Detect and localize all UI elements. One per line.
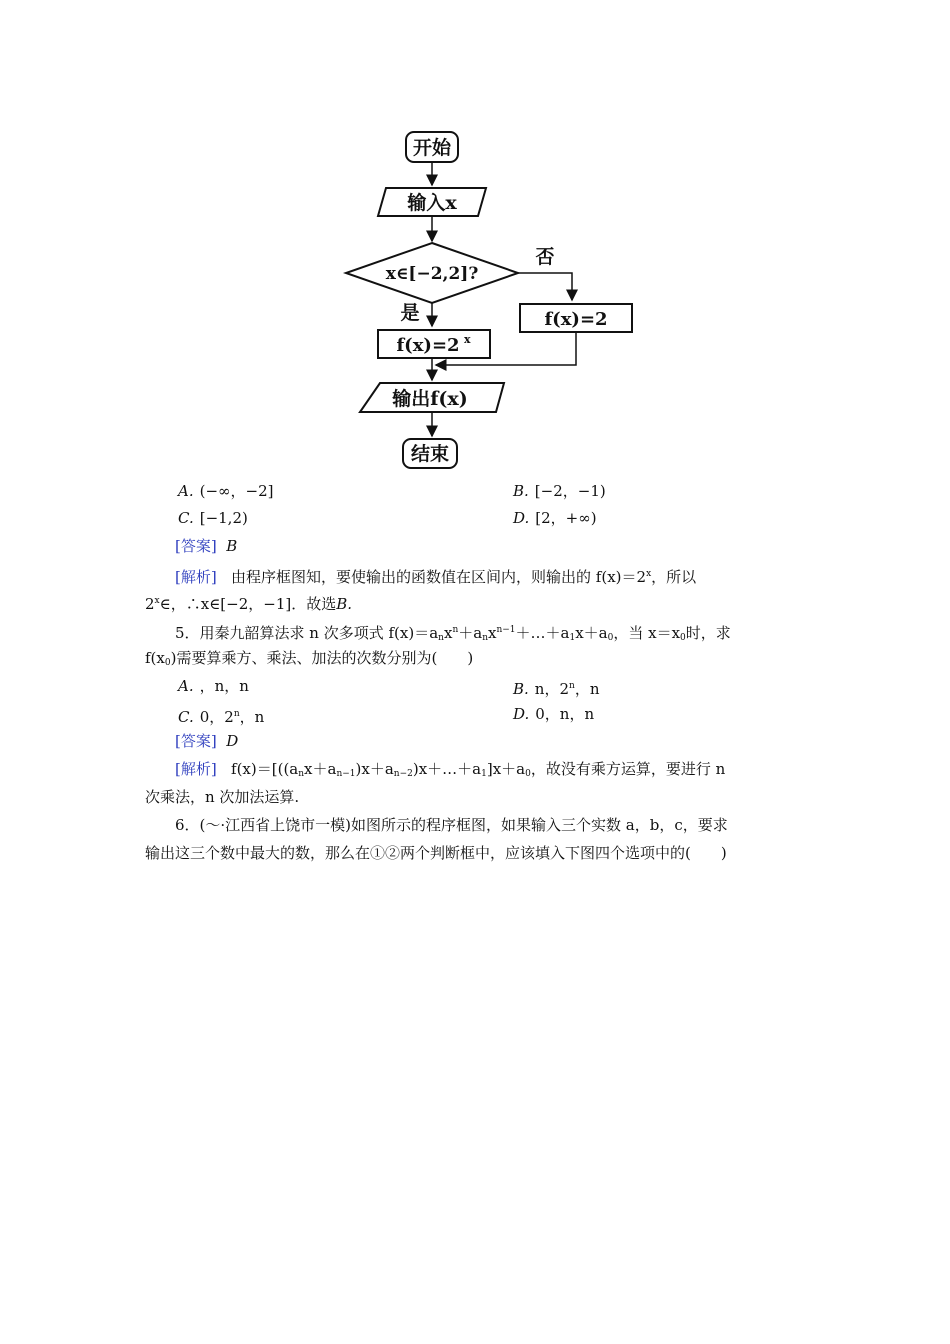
- option-letter: C.: [178, 509, 194, 527]
- q5-answer: [175, 731, 238, 751]
- analysis-tag: [解析]: [175, 568, 217, 586]
- stem-text: 时，求: [685, 624, 731, 642]
- option-text: n，2: [534, 680, 570, 698]
- flow-arrow-no: [518, 273, 572, 300]
- analysis-tag: [解析]: [175, 760, 217, 778]
- yes-label: 是: [400, 302, 420, 324]
- q5-stem-line-1: [175, 620, 731, 648]
- q5-analysis-line-2: [145, 787, 299, 807]
- q4-option-c: [178, 508, 248, 528]
- no-label: 否: [535, 246, 555, 268]
- q5-analysis-line-1: [175, 759, 725, 784]
- analysis-text: ，故没有乘方运算，要进行 n: [530, 760, 726, 778]
- subscript: n: [298, 769, 305, 779]
- analysis-text: 次乘法，n 次加法运算.: [145, 788, 300, 806]
- option-letter: B.: [513, 482, 529, 500]
- option-text: 0，n，n: [535, 705, 595, 723]
- yes-process-exponent: x: [464, 333, 471, 346]
- analysis-text: 由程序框图知，要使输出的函数值在区间内，则输出的 f(x)＝2: [231, 568, 647, 586]
- option-letter: C.: [178, 708, 194, 726]
- superscript: x: [646, 569, 652, 579]
- q4-option-b: [513, 481, 606, 501]
- option-letter: A.: [178, 482, 194, 500]
- stem-text: ＋a: [458, 624, 483, 642]
- input-label: 输入x: [407, 192, 457, 214]
- q4-answer: [175, 536, 237, 556]
- stem-text: x: [487, 624, 497, 642]
- superscript: n: [233, 709, 240, 719]
- subscript: n: [482, 633, 488, 643]
- option-letter: D.: [513, 509, 530, 527]
- q4-option-a: [178, 481, 274, 501]
- subscript: 1: [481, 769, 487, 779]
- option-text: 0，2: [199, 708, 234, 726]
- stem-text: )需要算乘方、乘法、加法的次数分别为( ): [170, 649, 474, 667]
- stem-text: x＋a: [575, 624, 608, 642]
- start-label: 开始: [412, 137, 452, 159]
- subscript: 0: [680, 633, 686, 643]
- analysis-text: f(x)＝[((a: [231, 760, 299, 778]
- no-process-label: f(x)=2: [544, 309, 608, 330]
- option-text: ，n: [239, 708, 265, 726]
- option-letter: A.: [178, 677, 194, 695]
- q5-option-d: [513, 704, 594, 724]
- option-text: [−2，−1): [534, 482, 606, 500]
- option-text: [2，+∞): [535, 509, 597, 527]
- subscript: n−2: [393, 769, 413, 779]
- decision-label: x∈[−2,2]?: [385, 264, 479, 284]
- option-text: ，n: [574, 680, 600, 698]
- answer-value: D: [226, 732, 239, 750]
- superscript: n: [569, 681, 575, 691]
- yes-process-label: f(x)=2: [396, 335, 460, 356]
- output-label: 输出f(x): [392, 388, 468, 410]
- analysis-text: ]x＋a: [486, 760, 526, 778]
- analysis-text: x＋a: [304, 760, 337, 778]
- q4-option-d: [513, 508, 597, 528]
- subscript: n−1: [336, 769, 356, 779]
- stem-text: 5．用秦九韶算法求 n 次多项式 f(x)＝a: [175, 624, 439, 642]
- superscript: x: [154, 596, 160, 606]
- answer-tag: [答案]: [175, 732, 217, 750]
- option-text: [−1,2): [199, 509, 248, 527]
- stem-text: ，当 x＝x: [613, 624, 681, 642]
- flowchart: [340, 125, 640, 475]
- option-letter: D.: [513, 705, 530, 723]
- analysis-text: 2: [145, 595, 155, 613]
- q5-option-c: [178, 704, 264, 727]
- stem-text: f(x: [145, 649, 165, 667]
- stem-text: x: [443, 624, 453, 642]
- answer-value: B: [226, 537, 238, 555]
- answer-tag: [答案]: [175, 537, 217, 555]
- analysis-text: ，所以: [651, 568, 697, 586]
- superscript: n−1: [496, 625, 516, 635]
- subscript: 0: [607, 633, 614, 643]
- analysis-text: ∈，∴x∈[−2，−1]．故选: [159, 595, 337, 613]
- analysis-text: )x＋a: [355, 760, 394, 778]
- q6-stem-line-2: [145, 843, 727, 863]
- superscript: n: [452, 625, 459, 635]
- subscript: n: [438, 633, 444, 643]
- q4-analysis-line-1: [175, 564, 696, 587]
- q4-analysis-line-2: [145, 591, 352, 614]
- stem-text: 输出这三个数中最大的数，那么在①②两个判断框中，应该填入下图四个选项中的( ): [145, 844, 727, 862]
- end-label: 结束: [410, 443, 450, 465]
- q6-stem-line-1: [175, 815, 728, 835]
- q5-option-a: [178, 676, 249, 696]
- option-letter: B.: [513, 680, 529, 698]
- option-text: ，n，n: [199, 677, 249, 695]
- q5-option-b: [513, 676, 599, 699]
- option-text: (−∞，−2]: [199, 482, 274, 500]
- q5-stem-line-2: [145, 648, 473, 673]
- subscript: 0: [525, 769, 531, 779]
- stem-text: ＋…＋a: [515, 624, 570, 642]
- subscript: 1: [569, 633, 576, 643]
- analysis-text: )x＋…＋a: [412, 760, 482, 778]
- subscript: 0: [164, 658, 171, 668]
- stem-text: 6．(～·江西省上饶市一模)如图所示的程序框图，如果输入三个实数 a，b，c，要求: [175, 816, 728, 834]
- analysis-text: B.: [336, 595, 353, 613]
